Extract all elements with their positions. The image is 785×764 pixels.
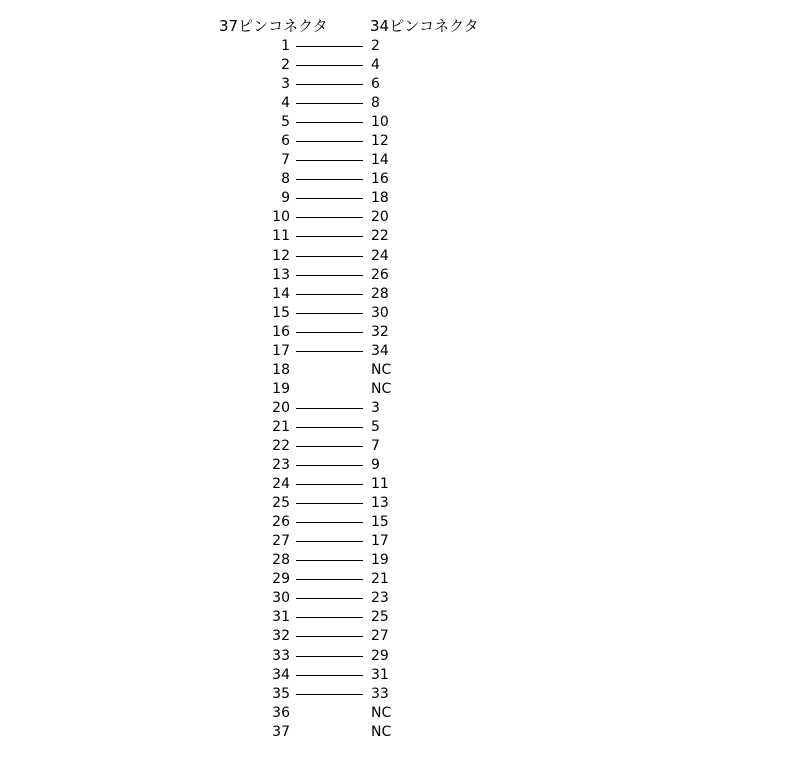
pin-row [0, 647, 785, 666]
pin-37-number: 14 [272, 285, 290, 302]
pin-34-number: 3 [371, 399, 380, 416]
pin-row [0, 494, 785, 513]
pin-34-number: NC [371, 380, 392, 397]
pin-34-number: 30 [371, 304, 389, 321]
pin-37-number: 11 [272, 228, 290, 245]
pin-37-number: 30 [272, 590, 290, 607]
pin-34-number: 34 [371, 342, 389, 359]
pin-row [0, 323, 785, 342]
pin-34-number: 29 [371, 647, 389, 664]
pin-row [0, 170, 785, 189]
pin-37-number: 27 [272, 533, 290, 550]
pin-37-number: 9 [281, 190, 290, 207]
wire-line [296, 179, 363, 180]
pin-34-number: 15 [371, 514, 389, 531]
pin-34-number: 13 [371, 495, 389, 512]
pin-37-number: 20 [272, 399, 290, 416]
pin-row [0, 75, 785, 94]
pin-34-number: 16 [371, 171, 389, 188]
pin-37-number: 3 [281, 76, 290, 93]
pin-37-number: 10 [272, 209, 290, 226]
pin-37-number: 19 [272, 380, 290, 397]
pin-34-number: 7 [371, 437, 380, 454]
pin-row [0, 685, 785, 704]
pin-37-number: 8 [281, 171, 290, 188]
pin-37-number: 18 [272, 361, 290, 378]
pin-37-number: 2 [281, 57, 290, 74]
wire-line [296, 294, 363, 295]
wire-line [296, 617, 363, 618]
wire-line [296, 84, 363, 85]
pin-37-number: 34 [272, 666, 290, 683]
wire-line [296, 256, 363, 257]
pin-34-number: 25 [371, 609, 389, 626]
pin-row [0, 208, 785, 227]
pin-34-number: NC [371, 723, 392, 740]
wire-line [296, 351, 363, 352]
wire-line [296, 579, 363, 580]
pin-row [0, 475, 785, 494]
pin-34-number: 21 [371, 571, 389, 588]
pin-row [0, 37, 785, 56]
pin-37-number: 32 [272, 628, 290, 645]
wire-line [296, 275, 363, 276]
pin-37-number: 24 [272, 476, 290, 493]
pin-37-number: 7 [281, 152, 290, 169]
pin-row [0, 151, 785, 170]
wire-line [296, 408, 363, 409]
wire-line [296, 217, 363, 218]
pin-mapping-table [0, 37, 785, 742]
wire-line [296, 65, 363, 66]
pin-row [0, 399, 785, 418]
pin-34-number: NC [371, 704, 392, 721]
pin-row [0, 247, 785, 266]
pin-37-number: 17 [272, 342, 290, 359]
pin-row [0, 227, 785, 246]
pin-34-number: 32 [371, 323, 389, 340]
wire-line [296, 656, 363, 657]
pin-34-number: 2 [371, 38, 380, 54]
pin-34-number: 5 [371, 418, 380, 435]
pin-34-number: 9 [371, 457, 380, 474]
pin-34-number: 19 [371, 552, 389, 569]
wire-line [296, 503, 363, 504]
pin-row [0, 532, 785, 551]
pin-34-number: 26 [371, 266, 389, 283]
wire-line [296, 236, 363, 237]
pin-row [0, 266, 785, 285]
pin-34-number: 28 [371, 285, 389, 302]
pin-row [0, 704, 785, 723]
wire-line [296, 141, 363, 142]
pin-row [0, 723, 785, 742]
pin-row [0, 570, 785, 589]
pin-row [0, 132, 785, 151]
pin-37-number: 12 [272, 247, 290, 264]
pin-34-number: 24 [371, 247, 389, 264]
pin-37-number: 35 [272, 685, 290, 702]
pin-37-number: 13 [272, 266, 290, 283]
pin-34-number: 33 [371, 685, 389, 702]
pin-34-number: 23 [371, 590, 389, 607]
pin-37-number: 36 [272, 704, 290, 721]
pin-row [0, 285, 785, 304]
pin-row [0, 380, 785, 399]
pin-34-number: 20 [371, 209, 389, 226]
wire-line [296, 484, 363, 485]
pin-34-number: 18 [371, 190, 389, 207]
wire-line [296, 103, 363, 104]
pin-row [0, 94, 785, 113]
wire-line [296, 313, 363, 314]
wire-line [296, 427, 363, 428]
pin-37-number: 29 [272, 571, 290, 588]
pin-34-number: 10 [371, 114, 389, 131]
wire-line [296, 198, 363, 199]
pin-37-number: 5 [281, 114, 290, 131]
wire-line [296, 541, 363, 542]
wire-line [296, 465, 363, 466]
pin-37-number: 16 [272, 323, 290, 340]
pin-34-number: 12 [371, 133, 389, 150]
pin-37-number: 6 [281, 133, 290, 150]
header-34-pin-connector: 34ピンコネクタ [370, 17, 479, 35]
pin-34-number: 11 [371, 476, 389, 493]
pin-37-number: 15 [272, 304, 290, 321]
pin-row [0, 437, 785, 456]
pin-row [0, 304, 785, 323]
pin-34-number: 8 [371, 95, 380, 112]
pin-row [0, 589, 785, 608]
pin-34-number: 4 [371, 57, 380, 74]
wire-line [296, 332, 363, 333]
wire-line [296, 560, 363, 561]
pin-34-number: 27 [371, 628, 389, 645]
pin-37-number: 1 [281, 38, 290, 54]
pin-row [0, 627, 785, 646]
pin-row [0, 418, 785, 437]
pin-row [0, 342, 785, 361]
pin-row [0, 666, 785, 685]
pin-37-number: 23 [272, 457, 290, 474]
pin-37-number: 28 [272, 552, 290, 569]
pin-row [0, 608, 785, 627]
pin-row [0, 361, 785, 380]
wire-line [296, 636, 363, 637]
pin-34-number: 14 [371, 152, 389, 169]
wire-line [296, 46, 363, 47]
pin-37-number: 21 [272, 418, 290, 435]
pin-row [0, 189, 785, 208]
pin-37-number: 33 [272, 647, 290, 664]
wire-line [296, 694, 363, 695]
wire-line [296, 675, 363, 676]
pin-37-number: 25 [272, 495, 290, 512]
wire-line [296, 160, 363, 161]
pin-37-number: 26 [272, 514, 290, 531]
wire-line [296, 446, 363, 447]
wire-line [296, 122, 363, 123]
wire-line [296, 522, 363, 523]
pin-row [0, 56, 785, 75]
pin-row [0, 456, 785, 475]
pin-37-number: 4 [281, 95, 290, 112]
pin-34-number: 17 [371, 533, 389, 550]
wire-line [296, 598, 363, 599]
pin-37-number: 37 [272, 723, 290, 740]
pin-34-number: 6 [371, 76, 380, 93]
pin-34-number: 31 [371, 666, 389, 683]
header-37-pin-connector: 37ピンコネクタ [219, 17, 328, 35]
pin-row [0, 113, 785, 132]
pin-37-number: 31 [272, 609, 290, 626]
pin-row [0, 551, 785, 570]
pin-37-number: 22 [272, 437, 290, 454]
pin-row [0, 513, 785, 532]
pin-34-number: 22 [371, 228, 389, 245]
pin-34-number: NC [371, 361, 392, 378]
